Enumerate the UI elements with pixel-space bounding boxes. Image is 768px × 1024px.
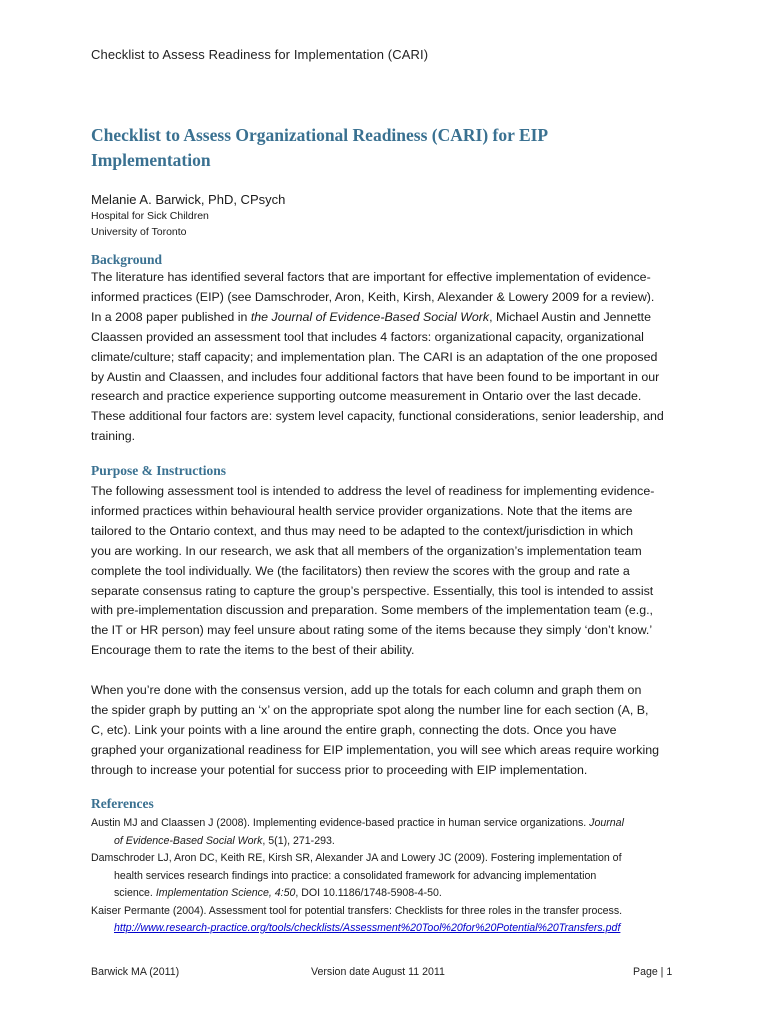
- text-run: , DOI 10.1186/1748-5908-4-50.: [295, 887, 442, 899]
- text-line: Kaiser Permante (2004). Assessment tool for potential transfers: Checklists for three roles in the transfer process.: [91, 904, 623, 917]
- text-line: separate consensus rating to capture the group’s perspective. Essentially, this tool is intended to assist: [91, 583, 654, 598]
- text-line: Claassen provided an assessment tool that includes 4 factors: organizational capacity, organizational: [91, 329, 644, 344]
- purpose-heading: Purpose & Instructions: [91, 463, 227, 478]
- text-line: research and practice experience supporting outcome measurement in Ontario over the last decade.: [91, 389, 642, 404]
- journal-title: Implementation Science, 4:50: [155, 887, 296, 899]
- author-name: Melanie A. Barwick, PhD, CPsych: [91, 192, 286, 207]
- text-line: Encourage them to rate the items to the best of their ability.: [91, 643, 415, 658]
- text-line: through to increase your potential for success prior to proceeding with EIP implementation.: [91, 762, 588, 777]
- reference-link[interactable]: http://www.research-practice.org/tools/checklists/Assessment%20Tool%20for%20Potential%20Transfers.pdf: [114, 922, 621, 934]
- references-heading: References: [91, 796, 154, 811]
- background-heading: Background: [91, 252, 163, 267]
- text-line: C, etc). Link your points with a line around the entire graph, connecting the dots. Once you have: [91, 722, 617, 737]
- journal-title: the Journal of Evidence-Based Social Work: [250, 309, 490, 324]
- text-line: These additional four factors are: system level capacity, functional considerations, senior leadership, and: [91, 409, 664, 424]
- text-line: training.: [91, 429, 136, 444]
- text-line: Damschroder LJ, Aron DC, Keith RE, Kirsh SR, Alexander JA and Lowery JC (2009). Fostering implementation of: [91, 852, 622, 864]
- text-line: informed practices within behavioural health service provider organizations. Note that the items are: [91, 503, 633, 518]
- text-line: [91, 920, 691, 938]
- reference-item: [91, 815, 691, 850]
- author-block: [91, 191, 285, 240]
- text-line: graphed your organizational readiness for EIP implementation, you will see which areas require working: [91, 742, 659, 757]
- text-line: When you’re done with the consensus version, add up the totals for each column and graph them on: [91, 683, 642, 697]
- purpose-paragraph-2: [91, 681, 681, 781]
- text-line: informed practices (EIP) (see Damschroder, Aron, Keith, Kirsh, Alexander & Lowery 2009 for a review).: [91, 289, 655, 304]
- text-run: , Michael Austin and Jennette: [489, 309, 651, 324]
- text-line: you are working. In our research, we ask that all members of the organization’s implementation team: [91, 543, 642, 558]
- document-title: [91, 123, 691, 173]
- footer-version-date: Version date August 11 2011: [311, 966, 445, 978]
- title-line-1: Checklist to Assess Organizational Readiness (CARI) for EIP: [91, 125, 549, 145]
- text-line: complete the tool individually. We (the facilitators) then review the scores with the group and rate a: [91, 563, 630, 578]
- text-line: with pre-implementation discussion and preparation. Some members of the implementation team (e.g.,: [91, 603, 653, 618]
- author-affiliation: University of Toronto: [91, 226, 187, 238]
- running-header: Checklist to Assess Readiness for Implementation (CARI): [91, 47, 429, 62]
- author-affiliation: Hospital for Sick Children: [91, 210, 209, 222]
- text-line: [91, 308, 681, 328]
- purpose-paragraph-1: [91, 482, 681, 661]
- text-line: the IT or HR person) may feel unsure about rating some of the items because they simply ‘don’t know.’: [91, 623, 653, 638]
- text-line: health services research findings into practice: a consolidated framework for advancing implementation: [114, 869, 597, 882]
- journal-title: of Evidence-Based Social Work: [114, 834, 263, 847]
- text-run: In a 2008 paper published in: [91, 309, 251, 324]
- text-line: [91, 815, 691, 833]
- footer-author: Barwick MA (2011): [91, 966, 180, 978]
- text-run: Austin MJ and Claassen J (2008). Implementing evidence-based practice in human service organizations.: [91, 817, 590, 829]
- text-line: [91, 885, 691, 903]
- text-line: the spider graph by putting an ‘x’ on the appropriate spot along the number line for each section (A, B,: [91, 702, 649, 717]
- journal-title: Journal: [589, 817, 624, 829]
- text-line: by Austin and Claassen, and includes four additional factors that have been found to be important in our: [91, 369, 660, 384]
- text-line: The literature has identified several factors that are important for effective implementation of evidence-: [91, 270, 651, 284]
- reference-item: [91, 850, 691, 903]
- text-line: tailored to the Ontario context, and thus may need to be adapted to the context/jurisdiction in which: [91, 523, 634, 538]
- text-run: , 5(1), 271-293.: [262, 834, 335, 847]
- text-line: The following assessment tool is intended to address the level of readiness for implementing evidence-: [91, 484, 655, 498]
- text-line: climate/culture; staff capacity; and implementation plan. The CARI is an adaptation of the one proposed: [91, 349, 658, 364]
- references-list: [91, 815, 691, 938]
- text-run: science.: [114, 887, 156, 899]
- title-line-2: Implementation: [91, 150, 211, 170]
- background-paragraph: [91, 268, 681, 447]
- text-line: [91, 833, 691, 851]
- reference-item: [91, 903, 691, 938]
- footer-page-number: Page | 1: [633, 966, 673, 978]
